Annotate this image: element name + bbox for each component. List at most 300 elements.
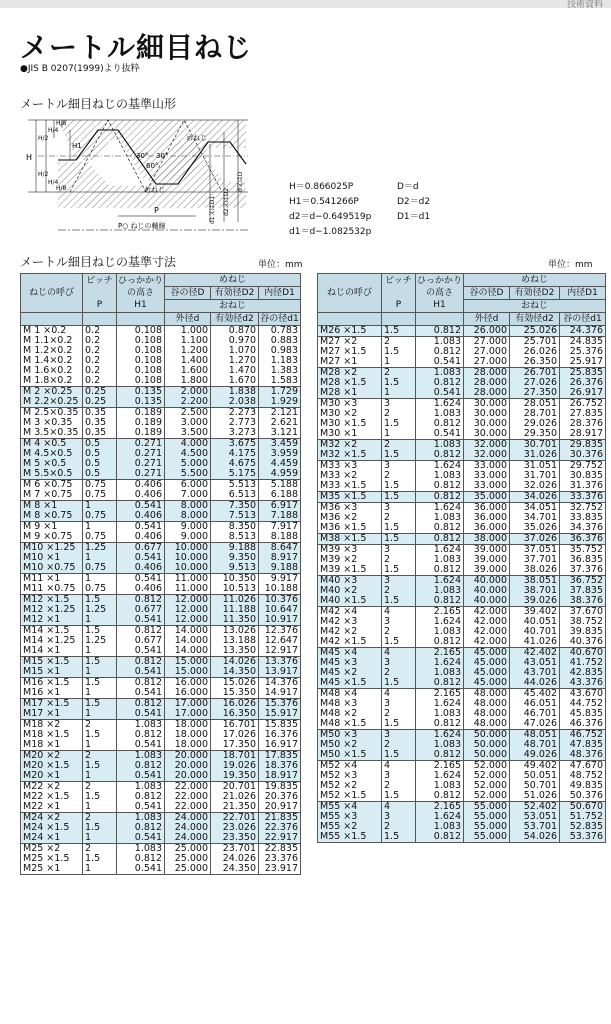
cell-pitch: 1 bbox=[382, 388, 416, 399]
cell-major-dia: 42.000 bbox=[464, 627, 510, 637]
cell-major-dia: 28.000 bbox=[464, 368, 510, 379]
cell-minor-dia: 13.376 bbox=[259, 657, 301, 668]
cell-minor-dia: 24.835 bbox=[560, 337, 606, 348]
cell-minor-dia: 28.917 bbox=[560, 429, 606, 440]
cell-major-dia: 7.000 bbox=[165, 490, 211, 501]
table-row bbox=[21, 751, 301, 762]
cell-pitch: 1.5 bbox=[83, 792, 117, 802]
cell-major-dia: 2.200 bbox=[165, 397, 211, 408]
table-row bbox=[21, 844, 301, 855]
cell-minor-dia: 4.959 bbox=[259, 469, 301, 480]
cell-major-dia: 11.000 bbox=[165, 574, 211, 585]
cell-overlap: 1.083 bbox=[416, 740, 464, 750]
cell-overlap: 0.406 bbox=[117, 490, 165, 501]
header-blank bbox=[83, 313, 117, 326]
cell-minor-dia: 20.376 bbox=[259, 792, 301, 802]
cell-pitch: 1.5 bbox=[382, 637, 416, 648]
cell-major-dia: 10.000 bbox=[165, 563, 211, 574]
cell-major-dia: 26.000 bbox=[464, 326, 510, 337]
cell-minor-dia: 10.917 bbox=[259, 615, 301, 626]
cell-minor-dia: 28.376 bbox=[560, 419, 606, 429]
cell-pitch: 2 bbox=[382, 709, 416, 719]
cell-overlap: 0.189 bbox=[117, 418, 165, 428]
table-row bbox=[21, 356, 301, 366]
cell-name: M24 ×1.5 bbox=[21, 823, 83, 833]
table-row bbox=[318, 648, 606, 659]
table-row bbox=[21, 782, 301, 793]
cell-pitch-dia: 31.051 bbox=[510, 461, 560, 472]
table-row bbox=[318, 802, 606, 813]
cell-name: M50 ×3 bbox=[318, 730, 382, 741]
cell-major-dia: 24.000 bbox=[165, 813, 211, 824]
cell-overlap: 0.541 bbox=[117, 771, 165, 782]
table-row bbox=[318, 658, 606, 668]
cell-major-dia: 3.500 bbox=[165, 428, 211, 439]
cell-major-dia: 12.000 bbox=[165, 595, 211, 606]
table-row bbox=[318, 730, 606, 741]
cell-major-dia: 22.000 bbox=[165, 802, 211, 813]
cell-minor-dia: 30.835 bbox=[560, 471, 606, 481]
cell-pitch: 1 bbox=[83, 667, 117, 678]
cell-name: M17 ×1 bbox=[21, 709, 83, 720]
cell-pitch: 2 bbox=[382, 586, 416, 596]
table-row bbox=[21, 833, 301, 844]
table-row bbox=[318, 678, 606, 689]
cell-major-dia: 10.000 bbox=[165, 553, 211, 563]
cell-minor-dia: 26.752 bbox=[560, 399, 606, 410]
cell-major-dia: 16.000 bbox=[165, 678, 211, 689]
cell-major-dia: 14.000 bbox=[165, 626, 211, 637]
cell-pitch: 0.75 bbox=[83, 490, 117, 501]
cell-pitch: 4 bbox=[382, 689, 416, 700]
cell-overlap: 1.624 bbox=[416, 503, 464, 514]
cell-overlap: 0.812 bbox=[117, 792, 165, 802]
table-row bbox=[21, 346, 301, 356]
cell-name: M52 ×1.5 bbox=[318, 791, 382, 802]
cell-pitch-dia: 50.701 bbox=[510, 781, 560, 791]
cell-overlap: 0.677 bbox=[117, 605, 165, 615]
cell-overlap: 1.083 bbox=[416, 440, 464, 451]
table-row bbox=[318, 409, 606, 419]
cell-overlap: 0.541 bbox=[117, 802, 165, 813]
cell-overlap: 1.083 bbox=[416, 822, 464, 832]
table-row bbox=[21, 469, 301, 480]
table-row bbox=[318, 709, 606, 719]
cell-minor-dia: 2.121 bbox=[259, 408, 301, 419]
table-row bbox=[21, 699, 301, 710]
cell-overlap: 1.083 bbox=[117, 751, 165, 762]
cell-pitch-dia: 30.701 bbox=[510, 440, 560, 451]
cell-minor-dia: 3.459 bbox=[259, 439, 301, 450]
cell-pitch-dia: 15.026 bbox=[211, 678, 259, 689]
cell-pitch-dia: 11.350 bbox=[211, 615, 259, 626]
cell-name: M 1.6×0.2 bbox=[21, 366, 83, 376]
cell-overlap: 0.812 bbox=[416, 492, 464, 503]
cell-pitch-dia: 6.513 bbox=[211, 490, 259, 501]
cell-major-dia: 28.000 bbox=[464, 388, 510, 399]
cell-major-dia: 24.000 bbox=[165, 823, 211, 833]
cell-major-dia: 52.000 bbox=[464, 781, 510, 791]
cell-major-dia: 45.000 bbox=[464, 658, 510, 668]
cell-minor-dia: 7.917 bbox=[259, 522, 301, 533]
cell-overlap: 0.541 bbox=[117, 553, 165, 563]
table-row bbox=[21, 678, 301, 689]
table-row bbox=[21, 522, 301, 533]
cell-major-dia: 50.000 bbox=[464, 750, 510, 761]
cell-pitch-dia: 1.670 bbox=[211, 376, 259, 387]
cell-overlap: 0.812 bbox=[416, 832, 464, 843]
cell-name: M36 ×1.5 bbox=[318, 523, 382, 534]
cell-minor-dia: 32.752 bbox=[560, 503, 606, 514]
cell-name: M 5.5×0.5 bbox=[21, 469, 83, 480]
cell-major-dia: 36.000 bbox=[464, 513, 510, 523]
cell-overlap: 0.108 bbox=[117, 356, 165, 366]
cell-name: M27 ×2 bbox=[318, 337, 382, 348]
cell-pitch: 1.5 bbox=[382, 419, 416, 429]
label-thread-axis: P○ ねじの軸線 bbox=[118, 222, 166, 230]
table-row bbox=[21, 688, 301, 699]
table-row bbox=[21, 730, 301, 740]
cell-minor-dia: 42.835 bbox=[560, 668, 606, 678]
table-row bbox=[318, 812, 606, 822]
cell-name: M 9 ×0.75 bbox=[21, 532, 83, 543]
cell-name: M55 ×3 bbox=[318, 812, 382, 822]
cell-minor-dia: 3.959 bbox=[259, 449, 301, 459]
table-row bbox=[21, 740, 301, 751]
table-row bbox=[318, 523, 606, 534]
cell-name: M35 ×1.5 bbox=[318, 492, 382, 503]
label-H8: H/8 bbox=[56, 120, 67, 127]
cell-pitch-dia: 17.026 bbox=[211, 730, 259, 740]
cell-minor-dia: 0.783 bbox=[259, 326, 301, 337]
cell-pitch-dia: 37.026 bbox=[510, 534, 560, 545]
cell-overlap: 0.541 bbox=[117, 646, 165, 657]
cell-major-dia: 48.000 bbox=[464, 709, 510, 719]
cell-pitch: 1.5 bbox=[382, 523, 416, 534]
cell-pitch: 1 bbox=[83, 501, 117, 512]
cell-overlap: 1.083 bbox=[416, 337, 464, 348]
cell-pitch-dia: 34.701 bbox=[510, 513, 560, 523]
cell-pitch-dia: 23.026 bbox=[211, 823, 259, 833]
table-row bbox=[318, 596, 606, 607]
cell-overlap: 0.812 bbox=[416, 678, 464, 689]
table-row bbox=[21, 387, 301, 398]
cell-minor-dia: 39.835 bbox=[560, 627, 606, 637]
cell-overlap: 0.271 bbox=[117, 449, 165, 459]
cell-overlap: 0.406 bbox=[117, 480, 165, 491]
cell-major-dia: 17.000 bbox=[165, 699, 211, 710]
cell-major-dia: 22.000 bbox=[165, 782, 211, 793]
cell-overlap: 0.812 bbox=[117, 595, 165, 606]
cell-pitch: 1 bbox=[382, 429, 416, 440]
cell-pitch: 1.5 bbox=[382, 596, 416, 607]
cell-minor-dia: 31.376 bbox=[560, 481, 606, 492]
cell-major-dia: 39.000 bbox=[464, 565, 510, 576]
cell-overlap: 2.165 bbox=[416, 761, 464, 772]
label-H4-lower: H/4 bbox=[48, 179, 59, 186]
cell-overlap: 0.189 bbox=[117, 408, 165, 419]
cell-major-dia: 50.000 bbox=[464, 730, 510, 741]
cell-pitch: 1 bbox=[83, 615, 117, 626]
cell-overlap: 0.812 bbox=[416, 719, 464, 730]
cell-name: M 2.2×0.25 bbox=[21, 397, 83, 408]
cell-pitch-dia: 20.701 bbox=[211, 782, 259, 793]
cell-major-dia: 12.000 bbox=[165, 605, 211, 615]
cell-pitch-dia: 19.026 bbox=[211, 761, 259, 771]
cell-minor-dia: 49.835 bbox=[560, 781, 606, 791]
cell-name: M 8 ×1 bbox=[21, 501, 83, 512]
table-row bbox=[21, 636, 301, 646]
cell-pitch-dia: 22.701 bbox=[211, 813, 259, 824]
cell-overlap: 0.271 bbox=[117, 439, 165, 450]
cell-minor-dia: 23.376 bbox=[259, 854, 301, 864]
table-row bbox=[21, 459, 301, 469]
cell-name: M 4.5×0.5 bbox=[21, 449, 83, 459]
cell-pitch: 4 bbox=[382, 761, 416, 772]
cell-pitch: 1.5 bbox=[83, 657, 117, 668]
cell-name: M 4 ×0.5 bbox=[21, 439, 83, 450]
cell-pitch-dia: 9.350 bbox=[211, 553, 259, 563]
cell-minor-dia: 1.729 bbox=[259, 387, 301, 398]
cell-minor-dia: 10.647 bbox=[259, 605, 301, 615]
cell-overlap: 1.624 bbox=[416, 399, 464, 410]
cell-pitch-dia: 26.026 bbox=[510, 347, 560, 357]
cell-overlap: 0.108 bbox=[117, 376, 165, 387]
header-blank bbox=[416, 313, 464, 326]
table-row bbox=[21, 720, 301, 731]
cell-pitch: 3 bbox=[382, 699, 416, 709]
cell-overlap: 1.083 bbox=[416, 668, 464, 678]
cell-pitch-dia: 34.026 bbox=[510, 492, 560, 503]
cell-major-dia: 2.500 bbox=[165, 408, 211, 419]
cell-major-dia: 25.000 bbox=[165, 854, 211, 864]
cell-pitch-dia: 11.188 bbox=[211, 605, 259, 615]
cell-major-dia: 35.000 bbox=[464, 492, 510, 503]
cell-major-dia: 40.000 bbox=[464, 586, 510, 596]
cell-overlap: 0.135 bbox=[117, 387, 165, 398]
cell-minor-dia: 8.647 bbox=[259, 543, 301, 554]
cell-overlap: 1.083 bbox=[416, 513, 464, 523]
table-row bbox=[318, 503, 606, 514]
table-row bbox=[21, 792, 301, 802]
cell-pitch-dia: 7.513 bbox=[211, 511, 259, 522]
table-row bbox=[21, 366, 301, 376]
cell-minor-dia: 16.376 bbox=[259, 730, 301, 740]
table-row bbox=[21, 864, 301, 875]
cell-overlap: 0.406 bbox=[117, 511, 165, 522]
cell-minor-dia: 29.752 bbox=[560, 461, 606, 472]
dimension-table-right bbox=[317, 273, 606, 843]
cell-name: M12 ×1 bbox=[21, 615, 83, 626]
table-row bbox=[21, 761, 301, 771]
cell-major-dia: 30.000 bbox=[464, 409, 510, 419]
cell-pitch: 0.35 bbox=[83, 428, 117, 439]
cell-overlap: 2.165 bbox=[416, 802, 464, 813]
cell-pitch: 2 bbox=[382, 555, 416, 565]
cell-major-dia: 22.000 bbox=[165, 792, 211, 802]
cell-pitch: 3 bbox=[382, 730, 416, 741]
cell-name: M28 ×2 bbox=[318, 368, 382, 379]
cell-pitch-dia: 2.038 bbox=[211, 397, 259, 408]
cell-pitch: 2 bbox=[83, 720, 117, 731]
cell-pitch-dia: 43.701 bbox=[510, 668, 560, 678]
cell-major-dia: 17.000 bbox=[165, 709, 211, 720]
cell-pitch: 1.5 bbox=[83, 678, 117, 689]
cell-overlap: 0.541 bbox=[117, 864, 165, 875]
cell-minor-dia: 0.983 bbox=[259, 346, 301, 356]
cell-name: M28 ×1.5 bbox=[318, 378, 382, 388]
cell-pitch-dia: 27.026 bbox=[510, 378, 560, 388]
cell-pitch-dia: 53.701 bbox=[510, 822, 560, 832]
cell-name: M20 ×2 bbox=[21, 751, 83, 762]
cell-name: M40 ×1.5 bbox=[318, 596, 382, 607]
cell-pitch: 0.25 bbox=[83, 387, 117, 398]
cell-overlap: 1.624 bbox=[416, 617, 464, 627]
cell-minor-dia: 3.121 bbox=[259, 428, 301, 439]
cell-major-dia: 14.000 bbox=[165, 636, 211, 646]
top-bar bbox=[0, 0, 611, 8]
cell-major-dia: 1.400 bbox=[165, 356, 211, 366]
cell-overlap: 0.541 bbox=[117, 501, 165, 512]
cell-major-dia: 27.000 bbox=[464, 347, 510, 357]
cell-name: M18 ×1.5 bbox=[21, 730, 83, 740]
cell-pitch-dia: 10.513 bbox=[211, 584, 259, 595]
cell-major-dia: 24.000 bbox=[165, 833, 211, 844]
cell-name: M30 ×1 bbox=[318, 429, 382, 440]
formula-row: H＝0.866025P D＝d bbox=[289, 182, 419, 192]
cell-overlap: 2.165 bbox=[416, 648, 464, 659]
cell-minor-dia: 50.376 bbox=[560, 791, 606, 802]
cell-pitch-dia: 23.350 bbox=[211, 833, 259, 844]
cell-pitch: 1.25 bbox=[83, 543, 117, 554]
cell-name: M42 ×2 bbox=[318, 627, 382, 637]
cell-pitch-dia: 25.701 bbox=[510, 337, 560, 348]
cell-pitch: 1 bbox=[83, 574, 117, 585]
cell-minor-dia: 46.752 bbox=[560, 730, 606, 741]
cell-name: M42 ×4 bbox=[318, 607, 382, 618]
cell-name: M48 ×4 bbox=[318, 689, 382, 700]
cell-name: M 1.8×0.2 bbox=[21, 376, 83, 387]
cell-major-dia: 33.000 bbox=[464, 461, 510, 472]
cell-pitch-dia: 49.402 bbox=[510, 761, 560, 772]
cell-overlap: 0.541 bbox=[416, 429, 464, 440]
cell-pitch-dia: 39.402 bbox=[510, 607, 560, 618]
cell-minor-dia: 44.752 bbox=[560, 699, 606, 709]
cell-pitch-dia: 16.350 bbox=[211, 709, 259, 720]
cell-major-dia: 15.000 bbox=[165, 667, 211, 678]
cell-name: M55 ×4 bbox=[318, 802, 382, 813]
table-row bbox=[21, 490, 301, 501]
cell-major-dia: 12.000 bbox=[165, 615, 211, 626]
cell-pitch: 2 bbox=[382, 337, 416, 348]
cell-minor-dia: 45.835 bbox=[560, 709, 606, 719]
cell-pitch-dia: 39.026 bbox=[510, 596, 560, 607]
table-row bbox=[318, 627, 606, 637]
cell-pitch-dia: 21.026 bbox=[211, 792, 259, 802]
cell-pitch-dia: 54.026 bbox=[510, 832, 560, 843]
cell-pitch: 1.5 bbox=[382, 565, 416, 576]
cell-major-dia: 3.000 bbox=[165, 418, 211, 428]
cell-name: M50 ×1.5 bbox=[318, 750, 382, 761]
cell-name: M30 ×1.5 bbox=[318, 419, 382, 429]
cell-minor-dia: 25.376 bbox=[560, 347, 606, 357]
cell-name: M30 ×2 bbox=[318, 409, 382, 419]
cell-major-dia: 18.000 bbox=[165, 730, 211, 740]
cell-major-dia: 20.000 bbox=[165, 751, 211, 762]
cell-overlap: 0.812 bbox=[416, 378, 464, 388]
cell-major-dia: 42.000 bbox=[464, 637, 510, 648]
cell-overlap: 1.083 bbox=[416, 555, 464, 565]
cell-overlap: 1.083 bbox=[117, 782, 165, 793]
cell-name: M16 ×1 bbox=[21, 688, 83, 699]
header-external: おねじ bbox=[165, 300, 301, 313]
cell-minor-dia: 22.835 bbox=[259, 844, 301, 855]
cell-pitch-dia: 19.350 bbox=[211, 771, 259, 782]
cell-overlap: 1.624 bbox=[416, 699, 464, 709]
cell-pitch: 0.25 bbox=[83, 397, 117, 408]
cell-minor-dia: 22.376 bbox=[259, 823, 301, 833]
table-row bbox=[318, 771, 606, 781]
cell-pitch-dia: 7.350 bbox=[211, 501, 259, 512]
header-blank bbox=[382, 313, 416, 326]
cell-overlap: 0.406 bbox=[117, 584, 165, 595]
cell-major-dia: 52.000 bbox=[464, 761, 510, 772]
header-overlap: ひっかかり の高さ H1 bbox=[117, 274, 165, 313]
cell-minor-dia: 36.752 bbox=[560, 576, 606, 587]
cell-pitch: 3 bbox=[382, 617, 416, 627]
header-d1: 谷の径d1 bbox=[260, 314, 299, 324]
cell-minor-dia: 48.376 bbox=[560, 750, 606, 761]
cell-minor-dia: 43.670 bbox=[560, 689, 606, 700]
cell-pitch: 2 bbox=[83, 844, 117, 855]
cell-name: M14 ×1.25 bbox=[21, 636, 83, 646]
cell-pitch: 1.5 bbox=[83, 595, 117, 606]
cell-pitch-dia: 26.701 bbox=[510, 368, 560, 379]
cell-name: M33 ×3 bbox=[318, 461, 382, 472]
cell-pitch-dia: 24.350 bbox=[211, 864, 259, 875]
cell-overlap: 0.812 bbox=[117, 626, 165, 637]
table-row bbox=[21, 480, 301, 491]
cell-pitch-dia: 21.350 bbox=[211, 802, 259, 813]
cell-minor-dia: 21.835 bbox=[259, 813, 301, 824]
cell-minor-dia: 12.647 bbox=[259, 636, 301, 646]
cell-overlap: 1.083 bbox=[416, 586, 464, 596]
section-title: メートル細目ねじの基準寸法 bbox=[20, 255, 177, 269]
cell-minor-dia: 40.376 bbox=[560, 637, 606, 648]
cell-pitch: 2 bbox=[382, 627, 416, 637]
cell-overlap: 0.541 bbox=[416, 357, 464, 368]
cell-minor-dia: 25.917 bbox=[560, 357, 606, 368]
cell-minor-dia: 30.376 bbox=[560, 450, 606, 461]
cell-minor-dia: 51.752 bbox=[560, 812, 606, 822]
cell-major-dia: 2.000 bbox=[165, 387, 211, 398]
cell-name: M55 ×2 bbox=[318, 822, 382, 832]
cell-pitch-dia: 41.026 bbox=[510, 637, 560, 648]
cell-overlap: 0.812 bbox=[117, 823, 165, 833]
cell-minor-dia: 26.917 bbox=[560, 388, 606, 399]
cell-pitch-dia: 51.026 bbox=[510, 791, 560, 802]
table-row bbox=[318, 832, 606, 843]
cell-minor-dia: 15.835 bbox=[259, 720, 301, 731]
cell-pitch: 2 bbox=[83, 751, 117, 762]
table-row bbox=[21, 646, 301, 657]
cell-overlap: 0.677 bbox=[117, 543, 165, 554]
cell-overlap: 0.541 bbox=[117, 667, 165, 678]
cell-pitch-dia: 11.026 bbox=[211, 595, 259, 606]
cell-pitch: 0.2 bbox=[83, 336, 117, 346]
cell-minor-dia: 27.835 bbox=[560, 409, 606, 419]
cell-overlap: 1.083 bbox=[416, 627, 464, 637]
